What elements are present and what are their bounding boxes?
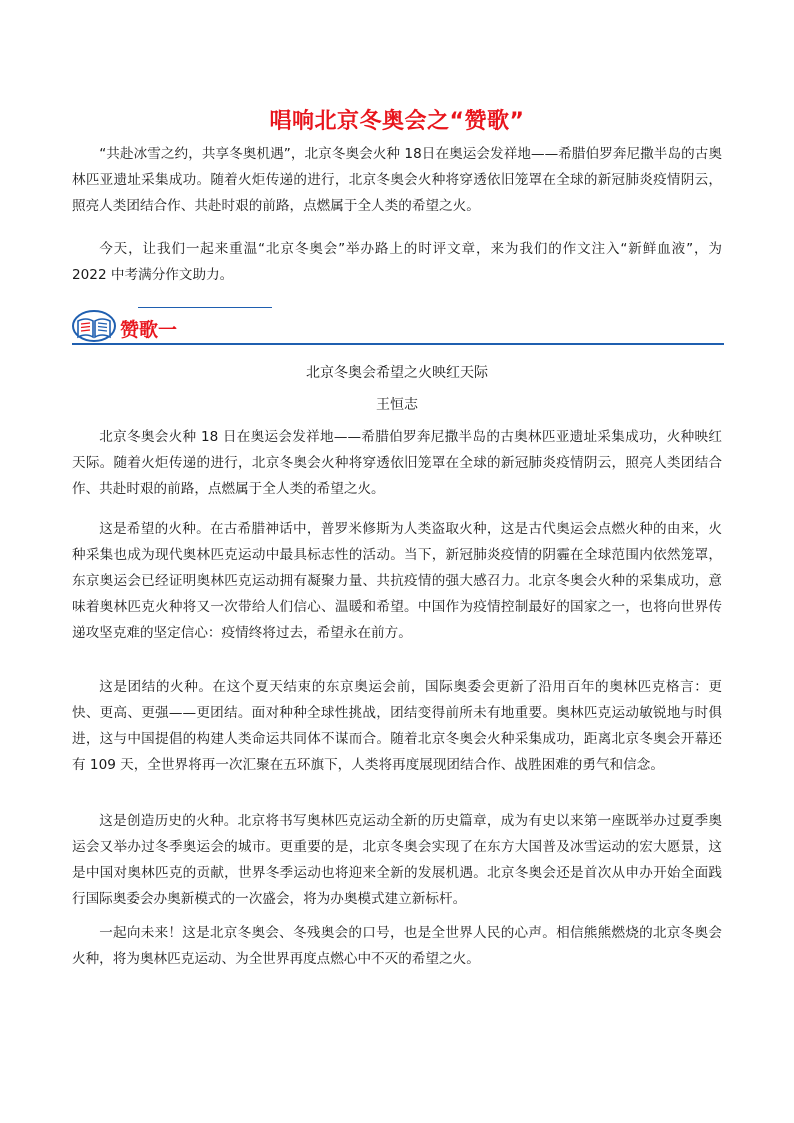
section-top-rule xyxy=(138,307,272,308)
intro-paragraph: 今天，让我们一起来重温“北京冬奥会”举办路上的时评文章，来为我们的作文注入“新鲜血液”，为 2022 中考满分作文助力。 xyxy=(72,241,722,283)
section-label: 赞歌一 xyxy=(120,319,178,341)
open-book-icon xyxy=(72,310,116,342)
article-paragraph: 这是创造历史的火种。北京将书写奥林匹克运动全新的历史篇章，成为有史以来第一座既举办过夏季奥运会又举办过冬季奥运会的城市。更重要的是，北京冬奥会实现了在东方大国普及冰雪运动的宏大愿景，这是中国对奥林匹克的贡献，世界冬季运动也将迎来全新的发展机遇。北京冬奥会还是首次从申办开始全面践行国际奥委会办奥新模式的一次盛会，将为办奥模式建立新标杆。 xyxy=(72,813,722,907)
section-header xyxy=(72,304,724,346)
page-title: 唱响北京冬奥会之“赞歌” xyxy=(269,109,525,134)
article-author: 王恒志 xyxy=(376,397,418,413)
article-paragraph: 一起向未来！这是北京冬奥会、冬残奥会的口号，也是全世界人民的心声。相信熊熊燃烧的北京冬奥会火种，将为奥林匹克运动、为全世界再度点燃心中不灭的希望之火。 xyxy=(72,925,722,967)
article-title: 北京冬奥会希望之火映红天际 xyxy=(306,365,488,381)
article-paragraph: 北京冬奥会火种 18 日在奥运会发祥地——希腊伯罗奔尼撒半岛的古奥林匹亚遗址采集成功，火种映红天际。随着火炬传递的进行，北京冬奥会火种将穿透依旧笼罩在全球的新冠肺炎疫情阴云，照亮人类团结合作、共赴时艰的前路，点燃属于全人类的希望之火。 xyxy=(72,429,722,497)
section-bottom-rule xyxy=(72,343,724,345)
intro-paragraph: “共赴冰雪之约，共享冬奥机遇”，北京冬奥会火种 18日在奥运会发祥地——希腊伯罗奔尼撒半岛的古奥林匹亚遗址采集成功。随着火炬传递的进行，北京冬奥会火种将穿透依旧笼罩在全球的新冠肺炎疫情阴云，照亮人类团结合作、共赴时艰的前路，点燃属于全人类的希望之火。 xyxy=(72,146,722,214)
article-paragraph: 这是团结的火种。在这个夏天结束的东京奥运会前，国际奥委会更新了沿用百年的奥林匹克格言：更快、更高、更强——更团结。面对种种全球性挑战，团结变得前所未有地重要。奥林匹克运动敏锐地与时俱进，这与中国提倡的构建人类命运共同体不谋而合。随着北京冬奥会火种采集成功，距离北京冬奥会开幕还有 109 天，全世界将再一次汇聚在五环旗下，人类将再度展现团结合作、战胜困难的勇气和信念。 xyxy=(72,679,722,773)
article-paragraph: 这是希望的火种。在古希腊神话中，普罗米修斯为人类盗取火种，这是古代奥运会点燃火种的由来，火种采集也成为现代奥林匹克运动中最具标志性的活动。当下，新冠肺炎疫情的阴霾在全球范围内依然笼罩，东京奥运会已经证明奥林匹克运动拥有凝聚力量、共抗疫情的强大感召力。北京冬奥会火种的采集成功，意味着奥林匹克火种将又一次带给人们信心、温暖和希望。中国作为疫情控制最好的国家之一，也将向世界传递攻坚克难的坚定信心：疫情终将过去，希望永在前方。 xyxy=(72,521,722,641)
